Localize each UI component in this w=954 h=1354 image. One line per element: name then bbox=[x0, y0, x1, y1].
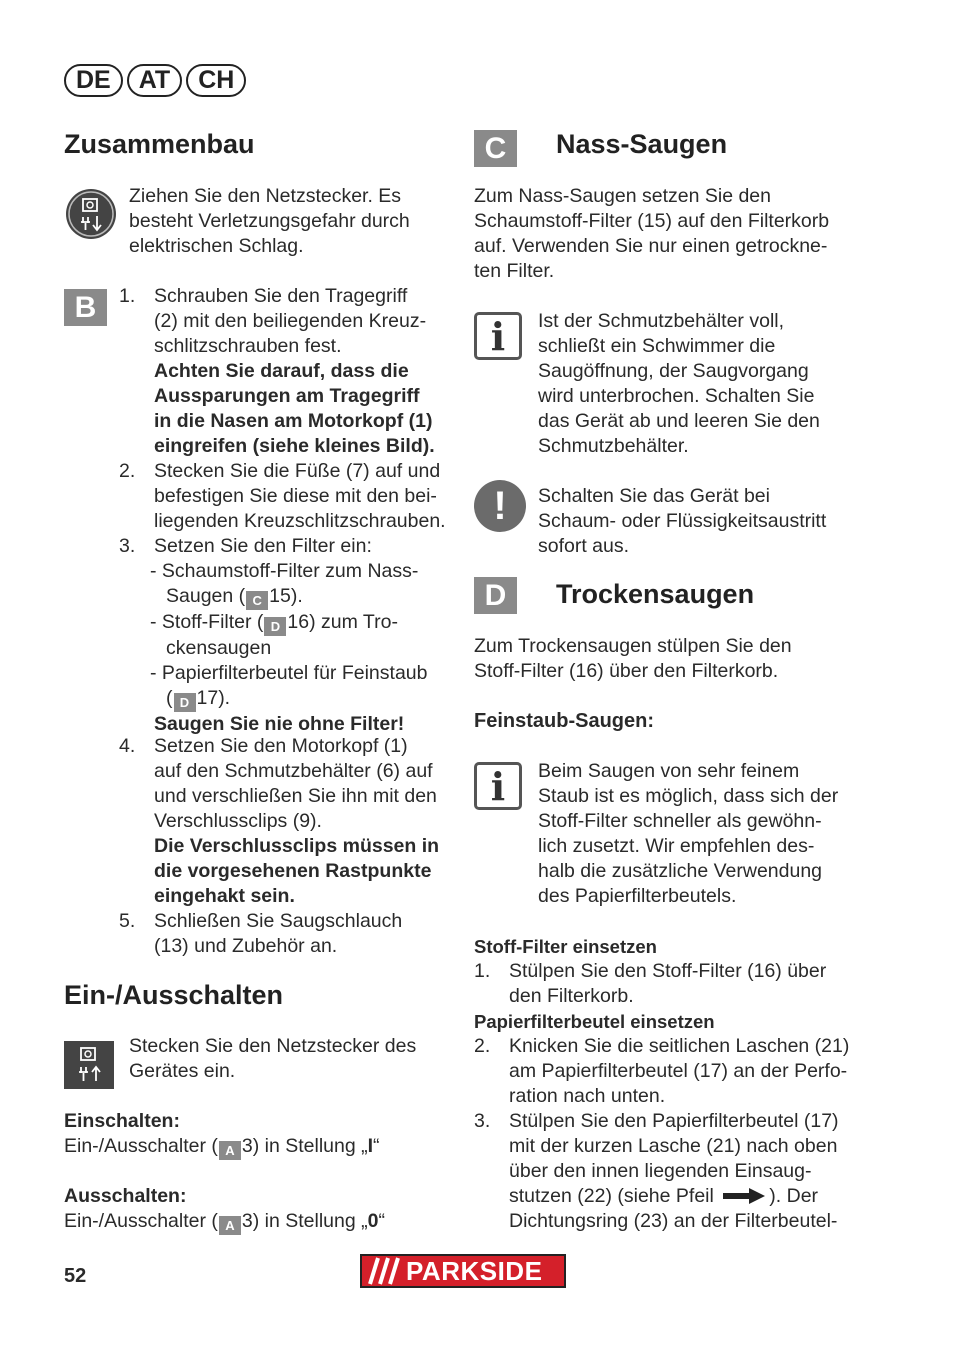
badge-figure-d: D bbox=[174, 693, 196, 712]
badge-figure-d: D bbox=[474, 577, 517, 614]
plug-in-icon bbox=[64, 1041, 114, 1089]
badge-figure-d: D bbox=[264, 617, 286, 636]
plug-in-text: Stecken Sie den Netzstecker des Gerätes ein. bbox=[129, 1035, 417, 1082]
lang-at: AT bbox=[127, 64, 182, 97]
warning-icon: ! bbox=[474, 480, 526, 532]
list-item: 3. Stülpen Sie den Papierfilterbeutel (17) mit der kurzen Lasche (21) nach oben über den innen liegenden Einsaug- stutzen (22) (siehe Pfeil ). Der Dichtungsring (23) an der Filterbeutel- bbox=[474, 1110, 839, 1232]
language-indicator bbox=[64, 64, 246, 97]
unplug-warning-text: Ziehen Sie den Netzstecker. Es besteht Verletzungsgefahr durch elektrischen Schlag. bbox=[129, 185, 410, 257]
list-item: 4. Setzen Sie den Motorkopf (1) auf den Schmutzbehälter (6) auf und verschließen Sie ihn mit den Verschlussclips (9). Die Verschlussclips müssen in die vorgesehenen Rastpunkte eingehakt sein. bbox=[119, 735, 440, 907]
list-item: 1. Schrauben Sie den Tragegriff (2) mit den beiliegenden Kreuz- schlitzschrauben fest. Achten Sie darauf, dass die Aussparungen am Tragegriff in die Nasen am Motorkopf (1) eingreifen (siehe kleines Bild). bbox=[119, 285, 435, 457]
section-title-ein-ausschalten: Ein-/Ausschalten bbox=[64, 980, 284, 1010]
switch-on-block: Einschalten: Ein-/Ausschalter ( A 3) in Stellung „I“ bbox=[64, 1110, 380, 1158]
info-text-float: Ist der Schmutzbehälter voll, schließt ein Schwimmer die Saugöffnung, der Saugvorgang wird unterbrochen. Schalten Sie das Gerät ab und leeren Sie den Schmutzbehälter. bbox=[538, 310, 820, 457]
list-item: 3. Setzen Sie den Filter ein: - Schaumstoff-Filter zum Nass- Saugen ( C 15). - Stoff-Filter ( D 16) zum Tro- ckensaugen - Papierfilterbeutel für Feinstaub ( D 17). Saugen Sie nie ohne Filter! bbox=[119, 535, 428, 735]
badge-figure-c: C bbox=[474, 130, 517, 167]
lang-ch: CH bbox=[186, 64, 246, 97]
info-icon: i bbox=[474, 762, 522, 810]
trockensaugen-intro: Zum Trockensaugen stülpen Sie den Stoff-Filter (16) über den Filterkorb. bbox=[474, 635, 792, 682]
subheading-papierfilterbeutel: Papierfilterbeutel einsetzen bbox=[474, 1011, 715, 1032]
list-item: 2. Knicken Sie die seitlichen Laschen (21) am Papierfilterbeutel (17) an der Perfo- ration nach unten. bbox=[474, 1035, 850, 1107]
badge-figure-b: B bbox=[64, 289, 107, 326]
page-number: 52 bbox=[64, 1265, 87, 1287]
warning-text-foam: Schalten Sie das Gerät bei Schaum- oder Flüssigkeitsaustritt sofort aus. bbox=[538, 485, 827, 557]
section-title-nass-saugen: Nass-Saugen bbox=[556, 129, 728, 159]
section-title-trockensaugen: Trockensaugen bbox=[556, 579, 755, 609]
nass-saugen-intro: Zum Nass-Saugen setzen Sie den Schaumstoff-Filter (15) auf den Filterkorb auf. Verwenden Sie nur einen getrockne- ten Filter. bbox=[474, 185, 830, 282]
arrow-right-icon bbox=[723, 1188, 765, 1204]
unplug-warning-icon bbox=[66, 189, 116, 239]
list-item: 2. Stecken Sie die Füße (7) auf und befestigen Sie diese mit den bei- liegenden Kreuzschlitzschrauben. bbox=[119, 460, 446, 532]
badge-figure-c: C bbox=[246, 591, 268, 610]
parkside-logo: PARKSIDE bbox=[360, 1254, 566, 1288]
section-title-zusammenbau: Zusammenbau bbox=[64, 129, 255, 159]
info-text-feinstaub: Beim Saugen von sehr feinem Staub ist es möglich, dass sich der Stoff-Filter schneller als gewöhn- lich zusetzt. Wir empfehlen des- halb die zusätzliche Verwendung des Papierfilterbeutels. bbox=[538, 760, 839, 907]
info-icon: i bbox=[474, 312, 522, 360]
subheading-stoff-filter: Stoff-Filter einsetzen bbox=[474, 936, 657, 957]
lang-de: DE bbox=[64, 64, 123, 97]
list-item: 1. Stülpen Sie den Stoff-Filter (16) über den Filterkorb. bbox=[474, 960, 827, 1007]
subheading-feinstaub: Feinstaub-Saugen: bbox=[474, 710, 655, 732]
badge-figure-a: A bbox=[219, 1141, 241, 1160]
switch-off-block: Ausschalten: Ein-/Ausschalter ( A 3) in Stellung „0“ bbox=[64, 1185, 385, 1233]
badge-figure-a: A bbox=[219, 1216, 241, 1235]
list-item: 5. Schließen Sie Saugschlauch (13) und Zubehör an. bbox=[119, 910, 403, 957]
